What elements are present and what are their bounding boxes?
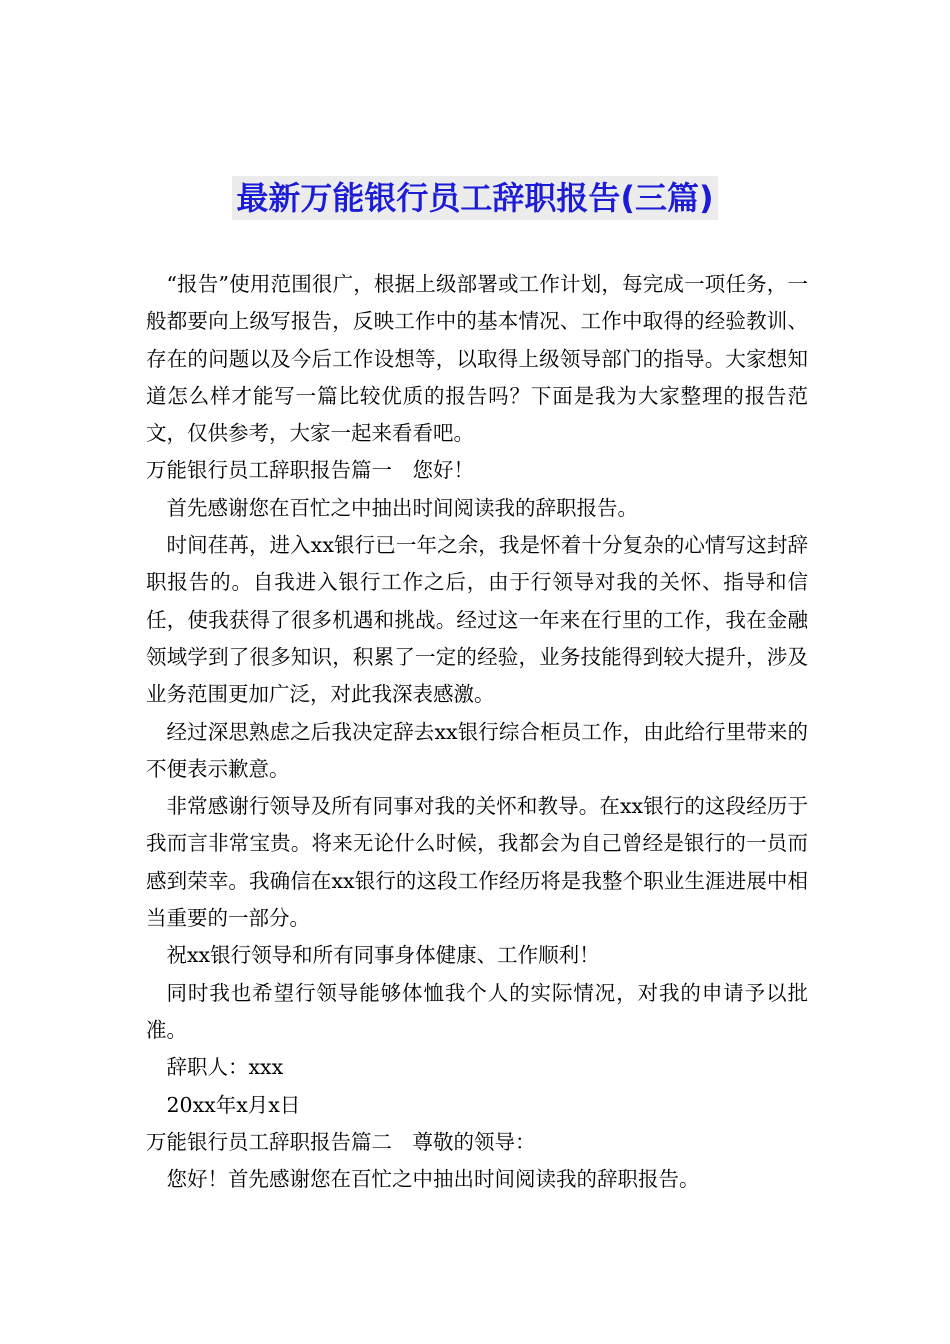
- paragraph-section-one-heading: 万能银行员工辞职报告篇一 您好！: [146, 458, 474, 483]
- document-title: 最新万能银行员工辞职报告(三篇): [232, 176, 717, 220]
- paragraph-request: 同时我也希望行领导能够体恤我个人的实际情况，对我的申请予以批准。: [146, 980, 808, 1042]
- paragraph-wishes: 祝xx银行领导和所有同事身体健康、工作顺利！: [166, 943, 600, 968]
- paragraph-section-two-heading: 万能银行员工辞职报告篇二 尊敬的领导：: [146, 1129, 536, 1154]
- paragraph-date: 20xx年x月x日: [166, 1092, 301, 1117]
- paragraph-decision: 经过深思熟虑之后我决定辞去xx银行综合柜员工作，由此给行里带来的不便表示歉意。: [146, 719, 808, 781]
- paragraph-signature: 辞职人：xxx: [166, 1055, 284, 1080]
- paragraph-gratitude: 非常感谢行领导及所有同事对我的关怀和教导。在xx银行的这段经历于我而言非常宝贵。将来无论什么时候，我都会为自己曾经是银行的一员而感到荣幸。我确信在xx银行的这段工作经历将是我整个职业生涯进展中相当重要的一部分。: [146, 794, 808, 931]
- paragraph-section-two-opening: 您好！首先感谢您在百忙之中抽出时间阅读我的辞职报告。: [166, 1167, 700, 1192]
- paragraph-intro: “报告”使用范围很广，根据上级部署或工作计划，每完成一项任务，一般都要向上级写报告，反映工作中的基本情况、工作中取得的经验教训、存在的问题以及今后工作设想等，以取得上级领导部门的指导。大家想知道怎么样才能写一篇比较优质的报告吗？下面是我为大家整理的报告范文，仅供参考，大家一起来看看吧。: [146, 272, 808, 446]
- paragraph-experience: 时间荏苒，进入xx银行已一年之余，我是怀着十分复杂的心情写这封辞职报告的。自我进入银行工作之后，由于行领导对我的关怀、指导和信任，使我获得了很多机遇和挑战。经过这一年来在行里的工作，我在金融领域学到了很多知识，积累了一定的经验，业务技能得到较大提升，涉及业务范围更加广泛，对此我深表感激。: [146, 533, 808, 707]
- paragraph-thanks: 首先感谢您在百忙之中抽出时间阅读我的辞职报告。: [166, 495, 638, 520]
- title-container: [0, 176, 950, 220]
- document-body: [146, 266, 808, 1198]
